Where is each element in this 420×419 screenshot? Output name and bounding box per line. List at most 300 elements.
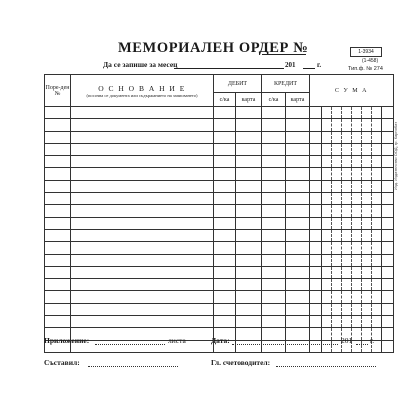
table-cell <box>372 156 382 168</box>
table-cell <box>342 279 352 291</box>
table-cell <box>342 303 352 315</box>
table-cell <box>372 242 382 254</box>
table-cell <box>322 205 332 217</box>
table-cell <box>372 180 382 192</box>
table-cell <box>71 131 214 143</box>
table-cell <box>71 119 214 131</box>
table-cell <box>214 193 236 205</box>
table-cell <box>236 254 262 266</box>
table-cell <box>236 266 262 278</box>
order-number-line <box>262 54 306 55</box>
table-cell <box>332 168 342 180</box>
table-cell <box>362 291 372 303</box>
table-cell <box>342 229 352 241</box>
table-cell <box>352 291 362 303</box>
table-cell <box>262 316 286 328</box>
table-cell <box>71 328 214 340</box>
table-cell <box>322 156 332 168</box>
table-cell <box>310 205 322 217</box>
year-label: 201 <box>285 61 296 69</box>
table-cell <box>45 266 71 278</box>
table-cell <box>372 168 382 180</box>
table-cell <box>352 340 362 352</box>
table-cell <box>310 279 322 291</box>
table-cell <box>332 340 342 352</box>
table-cell <box>342 168 352 180</box>
table-row <box>45 119 394 131</box>
table-cell <box>372 291 382 303</box>
table-cell <box>262 328 286 340</box>
table-cell <box>322 303 332 315</box>
table-cell <box>332 193 342 205</box>
table-cell <box>236 180 262 192</box>
table-cell <box>286 180 310 192</box>
table-cell <box>286 217 310 229</box>
table-row <box>45 279 394 291</box>
table-cell <box>382 156 394 168</box>
table-cell <box>310 143 322 155</box>
table-cell <box>262 205 286 217</box>
table-cell <box>45 229 71 241</box>
table-row <box>45 180 394 192</box>
col-header-debit: ДЕБИТ <box>214 75 262 93</box>
month-line <box>174 68 284 69</box>
table-cell <box>71 242 214 254</box>
date-label: Дата: <box>211 336 230 345</box>
table-row <box>45 229 394 241</box>
table-cell <box>382 193 394 205</box>
table-cell <box>342 119 352 131</box>
col-header-no: Поре-ден № <box>45 75 71 107</box>
table-cell <box>262 168 286 180</box>
table-cell <box>382 205 394 217</box>
table-cell <box>362 254 372 266</box>
table-cell <box>45 279 71 291</box>
table-cell <box>382 168 394 180</box>
table-row <box>45 254 394 266</box>
table-row <box>45 131 394 143</box>
table-cell <box>286 254 310 266</box>
table-cell <box>310 193 322 205</box>
table-cell <box>214 303 236 315</box>
appendix-line <box>95 344 165 345</box>
table-cell <box>262 303 286 315</box>
table-cell <box>322 340 332 352</box>
table-cell <box>342 242 352 254</box>
table-cell <box>262 340 286 352</box>
table-cell <box>214 291 236 303</box>
table-cell <box>322 180 332 192</box>
table-cell <box>342 107 352 119</box>
table-cell <box>322 119 332 131</box>
table-cell <box>71 156 214 168</box>
table-cell <box>45 193 71 205</box>
table-cell <box>310 340 322 352</box>
table-cell <box>286 229 310 241</box>
table-cell <box>322 328 332 340</box>
table-cell <box>362 131 372 143</box>
appendix-label: Приложение: <box>44 336 90 345</box>
code-sub: (1-458) <box>362 58 379 64</box>
table-row <box>45 242 394 254</box>
table-cell <box>310 328 322 340</box>
table-cell <box>214 205 236 217</box>
table-cell <box>214 131 236 143</box>
table-cell <box>362 119 372 131</box>
table-row <box>45 217 394 229</box>
table-cell <box>382 303 394 315</box>
table-cell <box>342 254 352 266</box>
table-cell <box>236 193 262 205</box>
table-cell <box>236 229 262 241</box>
table-cell <box>322 217 332 229</box>
table-cell <box>214 180 236 192</box>
table-cell <box>342 316 352 328</box>
table-cell <box>362 156 372 168</box>
table-cell <box>352 242 362 254</box>
table-cell <box>322 242 332 254</box>
table-cell <box>362 180 372 192</box>
month-label: Да се запише за месец <box>103 60 178 69</box>
table-cell <box>236 156 262 168</box>
table-cell <box>286 107 310 119</box>
table-cell <box>310 119 322 131</box>
table-cell <box>322 316 332 328</box>
table-cell <box>342 266 352 278</box>
table-cell <box>382 131 394 143</box>
table-cell <box>262 143 286 155</box>
table-cell <box>332 328 342 340</box>
table-cell <box>382 279 394 291</box>
table-cell <box>214 143 236 155</box>
ledger-table <box>44 74 394 353</box>
table-cell <box>236 143 262 155</box>
form-number: Тип.ф. № 274 <box>348 66 383 72</box>
table-cell <box>342 131 352 143</box>
publisher-side-text: Изд. Издателство ООД, гр. Карнобат <box>393 121 398 190</box>
table-cell <box>382 119 394 131</box>
table-cell <box>262 291 286 303</box>
table-cell <box>310 291 322 303</box>
table-cell <box>236 291 262 303</box>
table-cell <box>362 193 372 205</box>
table-cell <box>286 266 310 278</box>
table-cell <box>352 107 362 119</box>
table-cell <box>372 303 382 315</box>
table-cell <box>310 254 322 266</box>
table-cell <box>382 229 394 241</box>
table-cell <box>332 303 342 315</box>
table-cell <box>342 193 352 205</box>
table-cell <box>71 303 214 315</box>
table-cell <box>362 266 372 278</box>
table-cell <box>372 279 382 291</box>
table-cell <box>71 266 214 278</box>
table-cell <box>332 291 342 303</box>
table-cell <box>262 107 286 119</box>
table-cell <box>382 107 394 119</box>
table-cell <box>236 316 262 328</box>
table-cell <box>352 316 362 328</box>
table-cell <box>342 143 352 155</box>
date-year: 201 <box>341 336 353 345</box>
table-cell <box>236 328 262 340</box>
table-cell <box>214 316 236 328</box>
table-cell <box>71 229 214 241</box>
table-cell <box>45 205 71 217</box>
table-cell <box>362 217 372 229</box>
table-cell <box>236 340 262 352</box>
table-cell <box>342 180 352 192</box>
table-cell <box>342 217 352 229</box>
col-sub-credit-karta: карта <box>286 93 310 107</box>
table-cell <box>262 119 286 131</box>
table-cell <box>45 217 71 229</box>
date-line <box>232 344 338 345</box>
table-cell <box>214 156 236 168</box>
table-cell <box>236 168 262 180</box>
compiled-line <box>88 366 178 367</box>
table-cell <box>236 107 262 119</box>
col-header-credit: КРЕДИТ <box>262 75 310 93</box>
table-cell <box>352 205 362 217</box>
table-cell <box>214 168 236 180</box>
table-cell <box>71 254 214 266</box>
col-header-basis: О С Н О В А Н И Е (посочва се документа или съдържанието на записването) <box>71 75 214 107</box>
date-year-line <box>356 344 368 345</box>
table-cell <box>286 205 310 217</box>
table-cell <box>45 303 71 315</box>
table-cell <box>372 131 382 143</box>
table-cell <box>322 266 332 278</box>
accountant-label: Гл. счетоводител: <box>211 358 271 367</box>
col-sub-credit-ska: с/ка <box>262 93 286 107</box>
table-cell <box>322 254 332 266</box>
table-cell <box>352 279 362 291</box>
table-cell <box>322 229 332 241</box>
table-cell <box>332 107 342 119</box>
table-row <box>45 156 394 168</box>
table-cell <box>262 180 286 192</box>
table-cell <box>342 205 352 217</box>
table-cell <box>362 205 372 217</box>
year-suffix: г. <box>317 61 322 69</box>
table-cell <box>286 303 310 315</box>
table-cell <box>372 107 382 119</box>
table-cell <box>332 254 342 266</box>
table-cell <box>372 119 382 131</box>
table-cell <box>352 168 362 180</box>
table-cell <box>322 279 332 291</box>
table-cell <box>45 131 71 143</box>
table-cell <box>310 266 322 278</box>
table-cell <box>45 316 71 328</box>
table-cell <box>236 205 262 217</box>
table-cell <box>286 328 310 340</box>
table-cell <box>310 156 322 168</box>
table-cell <box>382 340 394 352</box>
table-cell <box>286 193 310 205</box>
table-cell <box>236 242 262 254</box>
table-cell <box>362 279 372 291</box>
table-cell <box>45 143 71 155</box>
year-line <box>303 68 315 69</box>
table-row <box>45 266 394 278</box>
table-cell <box>372 217 382 229</box>
table-cell <box>262 193 286 205</box>
table-cell <box>286 340 310 352</box>
table-cell <box>310 180 322 192</box>
table-cell <box>362 229 372 241</box>
table-cell <box>342 291 352 303</box>
table-cell <box>352 131 362 143</box>
table-cell <box>322 168 332 180</box>
table-cell <box>362 107 372 119</box>
table-row <box>45 143 394 155</box>
table-cell <box>71 193 214 205</box>
table-cell <box>342 156 352 168</box>
table-cell <box>352 328 362 340</box>
table-cell <box>45 180 71 192</box>
table-cell <box>45 156 71 168</box>
table-cell <box>382 242 394 254</box>
table-cell <box>352 217 362 229</box>
table-cell <box>352 229 362 241</box>
table-cell <box>262 229 286 241</box>
table-cell <box>236 303 262 315</box>
date-g: г. <box>370 336 375 345</box>
table-cell <box>362 303 372 315</box>
table-cell <box>372 143 382 155</box>
accountant-line <box>276 366 376 367</box>
table-cell <box>71 107 214 119</box>
table-cell <box>352 303 362 315</box>
table-cell <box>362 316 372 328</box>
table-cell <box>322 291 332 303</box>
table-cell <box>286 119 310 131</box>
table-cell <box>286 279 310 291</box>
sheets-label: листа <box>168 336 186 345</box>
table-cell <box>362 168 372 180</box>
table-cell <box>45 119 71 131</box>
table-cell <box>262 254 286 266</box>
page-title: МЕМОРИАЛЕН ОРДЕР № <box>118 40 309 56</box>
table-cell <box>322 107 332 119</box>
table-cell <box>382 143 394 155</box>
table-cell <box>372 266 382 278</box>
table-cell <box>214 254 236 266</box>
table-cell <box>262 217 286 229</box>
table-cell <box>71 291 214 303</box>
table-cell <box>382 254 394 266</box>
table-cell <box>332 131 342 143</box>
table-cell <box>236 131 262 143</box>
table-cell <box>214 107 236 119</box>
table-cell <box>262 266 286 278</box>
table-cell <box>45 107 71 119</box>
table-cell <box>372 316 382 328</box>
table-cell <box>322 193 332 205</box>
table-cell <box>352 193 362 205</box>
table-cell <box>382 266 394 278</box>
table-cell <box>286 168 310 180</box>
table-cell <box>286 316 310 328</box>
table-cell <box>332 143 342 155</box>
table-cell <box>45 291 71 303</box>
table-row <box>45 303 394 315</box>
table-cell <box>332 180 342 192</box>
table-cell <box>45 168 71 180</box>
col-sub-debit-karta: карта <box>236 93 262 107</box>
table-row <box>45 316 394 328</box>
table-cell <box>262 242 286 254</box>
table-cell <box>286 242 310 254</box>
table-cell <box>352 143 362 155</box>
col-sub-debit-ska: с/ка <box>214 93 236 107</box>
table-cell <box>352 156 362 168</box>
table-cell <box>362 242 372 254</box>
table-cell <box>214 119 236 131</box>
table-cell <box>286 143 310 155</box>
table-cell <box>332 266 342 278</box>
table-cell <box>310 217 322 229</box>
table-cell <box>372 254 382 266</box>
table-cell <box>71 340 214 352</box>
table-cell <box>352 119 362 131</box>
table-cell <box>236 217 262 229</box>
code-box: 1-3934 <box>350 47 382 57</box>
table-cell <box>71 205 214 217</box>
table-row <box>45 193 394 205</box>
table-cell <box>236 279 262 291</box>
table-cell <box>71 168 214 180</box>
table-cell <box>332 242 342 254</box>
table-cell <box>286 156 310 168</box>
table-cell <box>332 156 342 168</box>
table-cell <box>332 229 342 241</box>
table-row <box>45 168 394 180</box>
table-cell <box>286 291 310 303</box>
table-cell <box>332 205 342 217</box>
table-cell <box>382 316 394 328</box>
compiled-label: Съставил: <box>44 358 80 367</box>
table-cell <box>262 156 286 168</box>
table-cell <box>332 119 342 131</box>
table-cell <box>214 217 236 229</box>
table-cell <box>310 242 322 254</box>
table-cell <box>310 316 322 328</box>
table-cell <box>214 229 236 241</box>
table-cell <box>382 180 394 192</box>
table-cell <box>236 119 262 131</box>
table-cell <box>71 279 214 291</box>
table-cell <box>71 180 214 192</box>
table-cell <box>310 107 322 119</box>
table-cell <box>352 180 362 192</box>
table-cell <box>214 266 236 278</box>
table-cell <box>372 229 382 241</box>
table-cell <box>322 143 332 155</box>
table-row <box>45 205 394 217</box>
table-cell <box>214 242 236 254</box>
table-cell <box>310 303 322 315</box>
table-cell <box>71 316 214 328</box>
table-cell <box>310 131 322 143</box>
table-cell <box>310 229 322 241</box>
table-cell <box>286 131 310 143</box>
table-cell <box>332 279 342 291</box>
table-cell <box>372 193 382 205</box>
